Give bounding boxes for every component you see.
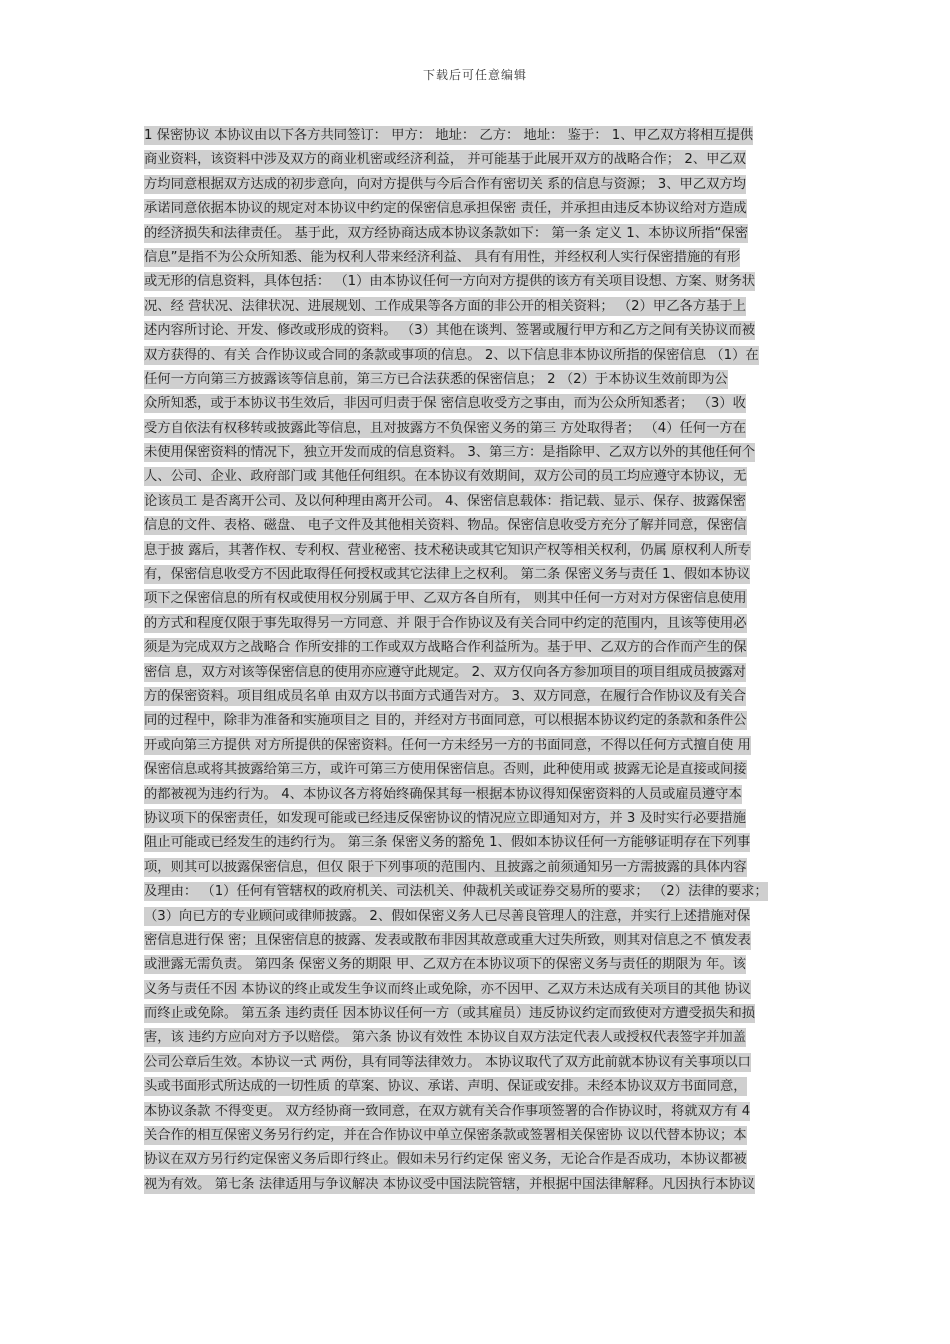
text-line: [144, 905, 810, 929]
text-line: [144, 1124, 810, 1148]
highlighted-text: 的都被视为违约行为。 4、本协议各方将始终确保其每一根据本协议得知保密资料的人员或雇员遵守本: [144, 786, 742, 802]
text-line: [144, 173, 810, 197]
text-line: [144, 295, 810, 319]
page-header: 下载后可任意编辑: [422, 68, 527, 82]
highlighted-text: 义务与责任不因 本协议的终止或发生争议而终止或免除，亦不因甲、乙双方未达成有关项目的其他 协议: [144, 981, 751, 997]
text-line: [144, 929, 810, 953]
text-line: [144, 246, 810, 270]
highlighted-text: 害，该 违约方应向对方予以赔偿。 第六条 协议有效性 本协议自双方法定代表人或授权代表签字并加盖: [144, 1030, 746, 1046]
text-line: [144, 344, 810, 368]
highlighted-text: 的方式和程度仅限于事先取得另一方同意、并 限于合作协议及有关合同中约定的范围内，且该等使用必: [144, 615, 747, 631]
highlighted-text: 任何一方向第三方披露该等信息前，第三方已合法获悉的保密信息； 2 （2）于本协议生效前即为公: [144, 371, 728, 387]
text-line: [144, 124, 810, 148]
text-line: [144, 661, 810, 685]
highlighted-text: 信息的文件、表格、磁盘、 电子文件及其他相关资料、物品。保密信息收受方充分了解并同意，保密信: [144, 518, 747, 534]
text-line: [144, 758, 810, 782]
text-line: [144, 270, 810, 294]
text-line: [144, 441, 810, 465]
highlighted-text: 信息”是指不为公众所知悉、能为权利人带来经济利益、 具有有用性，并经权利人实行保密措施的有形: [144, 249, 741, 265]
text-line: [144, 953, 810, 977]
highlighted-text: 公司公章后生效。本协议一式 两份，具有同等法律效力。 本协议取代了双方此前就本协议有关事项以口: [144, 1054, 751, 1070]
highlighted-text: 人、公司、企业、政府部门或 其他任何组织。在本协议有效期间，双方公司的员工均应遵守本协议，无: [144, 469, 747, 485]
highlighted-text: 承诺同意依据本协议的规定对本协议中约定的保密信息承担保密 责任，并承担由违反本协议给对方造成: [144, 201, 747, 217]
text-line: [144, 880, 810, 904]
highlighted-text: 项，则其可以披露保密信息，但仅 限于下列事项的范围内、且披露之前须通知另一方需披露的具体内容: [144, 859, 747, 875]
text-line: [144, 1173, 810, 1197]
highlighted-text: 同的过程中，除非为准备和实施项目之 目的，并经对方书面同意，可以根据本协议约定的条款和条件公: [144, 713, 747, 729]
highlighted-text: 商业资料，该资料中涉及双方的商业机密或经济利益， 并可能基于此展开双方的战略合作； 2、甲乙双: [144, 152, 746, 168]
text-line: [144, 1100, 810, 1124]
text-line: [144, 636, 810, 660]
text-line: [144, 465, 810, 489]
highlighted-text: 协议项下的保密责任，如发现可能或已经违反保密协议的情况应立即通知对方，并 3 及时实行必要措施: [144, 810, 746, 826]
text-line: [144, 368, 810, 392]
text-line: [144, 1075, 810, 1099]
text-line: [144, 319, 810, 343]
highlighted-text: 项下之保密信息的所有权或使用权分别属于甲、乙双方各自所有， 则其中任何一方对对方保密信息使用: [144, 591, 747, 607]
text-line: [144, 392, 810, 416]
highlighted-text: 或无形的信息资料，具体包括： （1）由本协议任何一方向对方提供的该方有关项目设想、方案、财务状: [144, 274, 756, 290]
text-line: [144, 148, 810, 172]
highlighted-text: 关合作的相互保密义务另行约定，并在合作协议中单立保密条款或签署相关保密协 议以代替本协议；本: [144, 1128, 747, 1144]
text-line: [144, 490, 810, 514]
text-line: [144, 685, 810, 709]
highlighted-text: 方均同意根据双方达成的初步意向，向对方提供与今后合作有密切关 系的信息与资源； 3、甲乙双方均: [144, 176, 746, 192]
text-line: [144, 1002, 810, 1026]
text-line: [144, 563, 810, 587]
highlighted-text: 密信 息，双方对该等保密信息的使用亦应遵守此规定。 2、双方仅向各方参加项目的项目组成员披露对: [144, 664, 746, 680]
text-line: [144, 978, 810, 1002]
highlighted-text: 协议在双方另行约定保密义务后即行终止。假如未另行约定保 密义务，无论合作是否成功，本协议都被: [144, 1152, 747, 1168]
highlighted-text: 开或向第三方提供 对方所提供的保密资料。任何一方未经另一方的书面同意，不得以任何方式擅自使 用: [144, 737, 751, 753]
highlighted-text: 息于披 露后，其著作权、专利权、营业秘密、技术秘诀或其它知识产权等相关权利，仍属 原权利人所专: [144, 542, 751, 558]
highlighted-text: 及理由： （1）任何有管辖权的政府机关、司法机关、仲裁机关或证券交易所的要求； （2）法律的要求；: [144, 884, 768, 900]
text-line: [144, 197, 810, 221]
highlighted-text: 视为有效。 第七条 法律适用与争议解决 本协议受中国法院管辖，并根据中国法律解释。凡因执行本协议: [144, 1176, 756, 1192]
text-line: [144, 709, 810, 733]
highlighted-text: 须是为完成双方之战略合 作所安排的工作或双方战略合作利益所为。基于甲、乙双方的合作而产生的保: [144, 640, 747, 656]
text-line: [144, 831, 810, 855]
highlighted-text: 众所知悉，或于本协议书生效后，非因可归责于保 密信息收受方之事由，而为公众所知悉者； （3）收: [144, 396, 746, 412]
highlighted-text: 而终止或免除。 第五条 违约责任 因本协议任何一方（或其雇员）违反协议约定而致使对方遭受损失和损: [144, 1006, 756, 1022]
highlighted-text: 的经济损失和法律责任。 基于此，双方经协商达成本协议条款如下： 第一条 定义 1、本协议所指“保密: [144, 225, 749, 241]
highlighted-text: 密信息进行保 密；且保密信息的披露、发表或散布非因其故意或重大过失所致，则其对信息之不 慎发表: [144, 932, 751, 948]
highlighted-text: 双方获得的、有关 合作协议或合同的条款或事项的信息。 2、以下信息非本协议所指的保密信息 （1）在: [144, 347, 759, 363]
text-line: [144, 417, 810, 441]
highlighted-text: （3）向已方的专业顾问或律师披露。 2、假如保密义务人已尽善良管理人的注意，并实行上述措施对保: [144, 908, 751, 924]
highlighted-text: 方的保密资料。项目组成员名单 由双方以书面方式通告对方。 3、双方同意，在履行合作协议及有关合: [144, 688, 746, 704]
highlighted-text: 有，保密信息收受方不因此取得任何授权或其它法律上之权利。 第二条 保密义务与责任 1、假如本协议: [144, 567, 751, 583]
text-line: [144, 222, 810, 246]
text-line: [144, 539, 810, 563]
text-line: [144, 856, 810, 880]
text-line: [144, 783, 810, 807]
highlighted-text: 述内容所讨论、开发、修改或形成的资料。 （3）其他在谈判、签署或履行甲方和乙方之间有关协议而被: [144, 323, 756, 339]
text-line: [144, 514, 810, 538]
text-line: [144, 587, 810, 611]
text-line: [144, 1051, 810, 1075]
highlighted-text: 本协议条款 不得变更。 双方经协商一致同意，在双方就有关合作事项签署的合作协议时，将就双方有 4: [144, 1103, 751, 1119]
highlighted-text: 论该员工 是否离开公司、及以何种理由离开公司。 4、保密信息载体：指记载、显示、保存、披露保密: [144, 493, 746, 509]
text-line: [144, 734, 810, 758]
highlighted-text: 受方自依法有权移转或披露此等信息，且对披露方不负保密义务的第三 方处取得者； （4）任何一方在: [144, 420, 746, 436]
text-line: [144, 1148, 810, 1172]
highlighted-text: 头或书面形式所达成的一切性质 的草案、协议、承诺、声明、保证或安排。未经本协议双方书面同意，: [144, 1079, 747, 1095]
highlighted-text: 阻止可能或已经发生的违约行为。 第三条 保密义务的豁免 1、假如本协议任何一方能够证明存在下列事: [144, 835, 751, 851]
agreement-body: [144, 124, 810, 1197]
highlighted-text: 或泄露无需负责。 第四条 保密义务的期限 甲、乙双方在本协议项下的保密义务与责任的期限为 年。该: [144, 957, 746, 973]
highlighted-text: 保密信息或将其披露给第三方，或许可第三方使用保密信息。否则，此种使用或 披露无论是直接或间接: [144, 762, 747, 778]
text-line: [144, 612, 810, 636]
text-line: [144, 807, 810, 831]
text-line: [144, 1026, 810, 1050]
highlighted-text: 1 保密协议 本协议由以下各方共同签订： 甲方： 地址： 乙方： 地址： 鉴于： 1、甲乙双方将相互提供: [144, 128, 754, 143]
highlighted-text: 况、经 营状况、法律状况、进展规划、工作成果等各方面的非公开的相关资料； （2）甲乙各方基于上: [144, 298, 746, 314]
highlighted-text: 未使用保密资料的情况下，独立开发而成的信息资料。 3、第三方：是指除甲、乙双方以外的其他任何个: [144, 445, 756, 461]
